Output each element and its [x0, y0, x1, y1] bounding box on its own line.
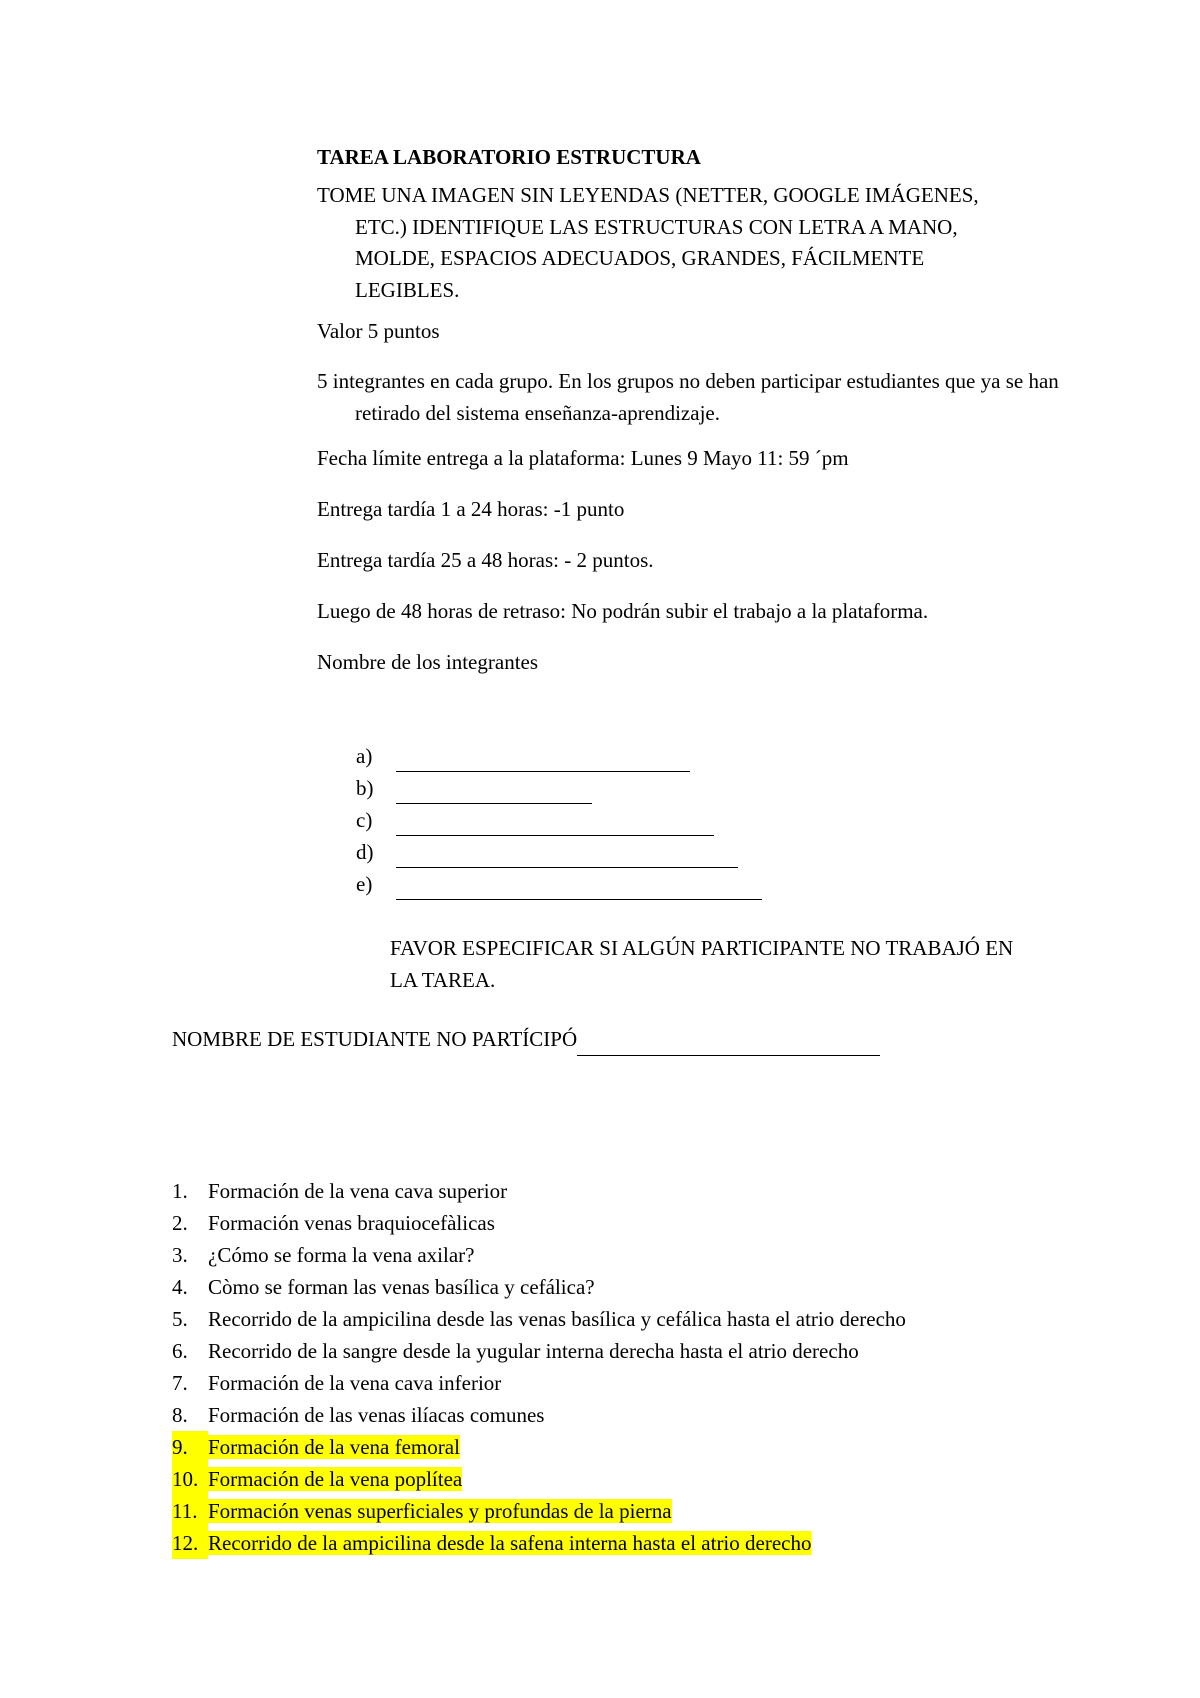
- member-row: [356, 836, 762, 868]
- question-item: [172, 1271, 906, 1303]
- question-item: [172, 1399, 906, 1431]
- question-item: [172, 1303, 906, 1335]
- member-blank-line[interactable]: [396, 845, 738, 868]
- late-penalty-2: Entrega tardía 25 a 48 horas: - 2 puntos.: [317, 548, 654, 572]
- absent-label: NOMBRE DE ESTUDIANTE NO PARTÍCIPÓ: [172, 1027, 578, 1051]
- question-text: Formación de la vena cava inferior: [208, 1371, 502, 1395]
- question-number: 4.: [172, 1275, 188, 1299]
- question-item: [172, 1175, 906, 1207]
- question-item: [172, 1207, 906, 1239]
- member-row: [356, 868, 762, 900]
- member-row: [356, 804, 762, 836]
- question-text: Formación venas superficiales y profundas de la pierna: [208, 1499, 672, 1523]
- question-text: ¿Cómo se forma la vena axilar?: [208, 1243, 475, 1267]
- question-text: Formación de la vena poplítea: [208, 1467, 463, 1491]
- question-number: 2.: [172, 1211, 188, 1235]
- group-rules: 5 integrantes en cada grupo. En los grupos no deben participar estudiantes que ya se han retirado del sistema enseñanza-aprendizaje.: [317, 369, 1059, 425]
- member-blank-line[interactable]: [396, 877, 762, 900]
- question-number: 5.: [172, 1307, 188, 1331]
- deadline: Fecha límite entrega a la plataforma: Lunes 9 Mayo 11: 59 ´pm: [317, 446, 849, 470]
- question-number: 10.: [172, 1463, 208, 1495]
- late-penalty-1: Entrega tardía 1 a 24 horas: -1 punto: [317, 497, 625, 521]
- question-text: Formación de la vena femoral: [208, 1435, 460, 1459]
- question-text: Recorrido de la ampicilina desde las venas basílica y cefálica hasta el atrio derecho: [208, 1307, 906, 1331]
- member-label: a): [356, 743, 373, 768]
- question-item: [172, 1367, 906, 1399]
- question-text: Formación de las venas ilíacas comunes: [208, 1403, 545, 1427]
- members-heading: Nombre de los integrantes: [317, 650, 539, 674]
- member-blank-line[interactable]: [396, 749, 690, 772]
- member-blank-line[interactable]: [396, 813, 714, 836]
- question-item-highlighted: [172, 1495, 906, 1527]
- question-text: Recorrido de la ampicilina desde la safena interna hasta el atrio derecho: [208, 1531, 812, 1555]
- member-blank-line[interactable]: [396, 781, 592, 804]
- questions-list: [172, 1175, 906, 1559]
- participation-note: FAVOR ESPECIFICAR SI ALGÚN PARTICIPANTE NO TRABAJÓ EN LA TAREA.: [390, 936, 1014, 992]
- instructions-paragraph: TOME UNA IMAGEN SIN LEYENDAS (NETTER, GOOGLE IMÁGENES, ETC.) IDENTIFIQUE LAS ESTRUCTURAS CON LETRA A MANO, MOLDE, ESPACIOS ADECUADOS, GRANDES, FÁCILMENTE LEGIBLES.: [317, 183, 979, 302]
- question-item-highlighted: [172, 1527, 906, 1559]
- question-number: 6.: [172, 1339, 188, 1363]
- question-item-highlighted: [172, 1463, 906, 1495]
- question-number: 9.: [172, 1431, 208, 1463]
- question-item: [172, 1239, 906, 1271]
- member-row: [356, 740, 762, 772]
- question-item: [172, 1335, 906, 1367]
- document-title: TAREA LABORATORIO ESTRUCTURA: [317, 145, 701, 169]
- late-cutoff: Luego de 48 horas de retraso: No podrán subir el trabajo a la plataforma.: [317, 599, 929, 623]
- absent-blank-line[interactable]: [577, 1031, 880, 1056]
- member-label: d): [356, 839, 374, 864]
- question-number: 3.: [172, 1243, 188, 1267]
- points-value: Valor 5 puntos: [317, 319, 440, 343]
- question-text: Formación de la vena cava superior: [208, 1179, 508, 1203]
- member-label: b): [356, 775, 374, 800]
- question-text: Recorrido de la sangre desde la yugular interna derecha hasta el atrio derecho: [208, 1339, 859, 1363]
- member-label: e): [356, 871, 373, 896]
- question-number: 12.: [172, 1527, 208, 1559]
- question-number: 7.: [172, 1371, 188, 1395]
- question-number: 8.: [172, 1403, 188, 1427]
- members-list: [356, 740, 762, 900]
- question-text: Còmo se forman las venas basílica y cefálica?: [208, 1275, 595, 1299]
- question-number: 1.: [172, 1179, 188, 1203]
- question-number: 11.: [172, 1495, 208, 1527]
- member-label: c): [356, 807, 373, 832]
- question-item-highlighted: [172, 1431, 906, 1463]
- absent-student-line: [172, 1024, 880, 1056]
- question-text: Formación venas braquiocefàlicas: [208, 1211, 495, 1235]
- member-row: [356, 772, 762, 804]
